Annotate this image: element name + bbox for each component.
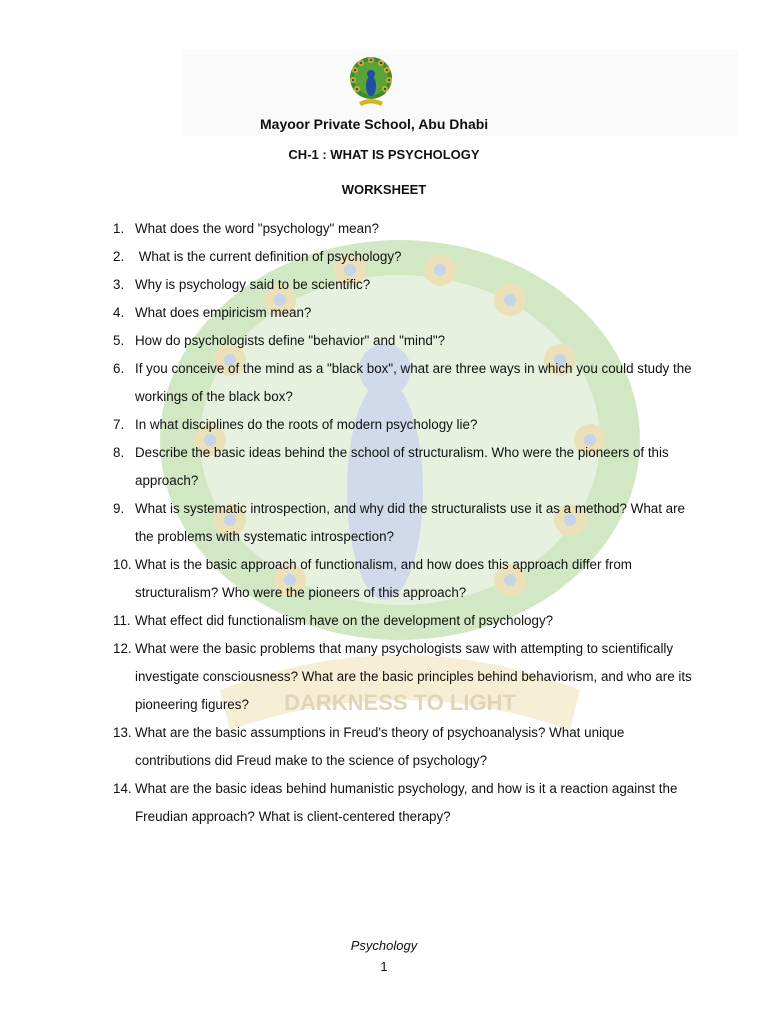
question-number: 14. (113, 781, 132, 796)
question-item (113, 775, 703, 831)
question-text: What is the current definition of psychology? (135, 249, 402, 264)
question-item (113, 635, 703, 719)
question-item (113, 243, 703, 271)
chapter-title: CH-1 : WHAT IS PSYCHOLOGY (288, 147, 480, 162)
question-number: 8. (113, 445, 125, 460)
footer-subject: Psychology (350, 938, 418, 953)
question-text: What is systematic introspection, and why did the structuralists use it as a method? What are the problems with systematic introspection? (135, 501, 686, 544)
question-list (113, 215, 703, 831)
question-item (113, 551, 703, 607)
question-item (113, 215, 703, 243)
question-number: 3. (113, 277, 125, 292)
question-item (113, 411, 703, 439)
question-item (113, 327, 703, 355)
question-number: 4. (113, 305, 125, 320)
question-text: If you conceive of the mind as a "black box", what are three ways in which you could study the workings of the black box? (135, 361, 692, 404)
question-item (113, 355, 703, 411)
peacock-logo (345, 56, 397, 110)
school-name: Mayoor Private School, Abu Dhabi (260, 116, 489, 132)
question-text: What are the basic assumptions in Freud's theory of psychoanalysis? What unique contributions did Freud make to the science of psychology? (135, 725, 625, 768)
question-item (113, 439, 703, 495)
question-number: 9. (113, 501, 125, 516)
question-number: 13. (113, 725, 132, 740)
question-text: What is the basic approach of functionalism, and how does this approach differ from structuralism? Who were the pioneers of this approach? (135, 557, 632, 600)
question-number: 1. (113, 221, 125, 236)
question-number: 11. (113, 613, 131, 628)
question-text: What does empiricism mean? (135, 305, 312, 320)
question-number: 6. (113, 361, 125, 376)
question-item (113, 719, 703, 775)
question-text: In what disciplines do the roots of modern psychology lie? (135, 417, 478, 432)
question-number: 7. (113, 417, 125, 432)
question-item (113, 495, 703, 551)
question-text: Describe the basic ideas behind the school of structuralism. Who were the pioneers of this approach? (135, 445, 669, 488)
worksheet-title: WORKSHEET (341, 182, 427, 197)
question-item (113, 271, 703, 299)
page-number: 1 (380, 959, 388, 974)
question-text: What effect did functionalism have on the development of psychology? (135, 613, 554, 628)
question-number: 2. (113, 249, 125, 264)
watermark-motto: DARKNESS TO LIGHT (284, 690, 516, 715)
question-text: What are the basic ideas behind humanistic psychology, and how is it a reaction against the Freudian approach? What is client-centered therapy? (135, 781, 678, 824)
question-text: What were the basic problems that many psychologists saw with attempting to scientifically investigate consciousness? What are the basic principles behind behaviorism, and who are its pioneering figures? (135, 641, 692, 712)
question-text: Why is psychology said to be scientific? (135, 277, 371, 292)
question-number: 5. (113, 333, 125, 348)
question-number: 10. (113, 557, 132, 572)
question-item (113, 299, 703, 327)
question-number: 12. (113, 641, 132, 656)
question-text: What does the word "psychology" mean? (135, 221, 379, 236)
question-text: How do psychologists define "behavior" and "mind"? (135, 333, 446, 348)
question-item (113, 607, 703, 635)
